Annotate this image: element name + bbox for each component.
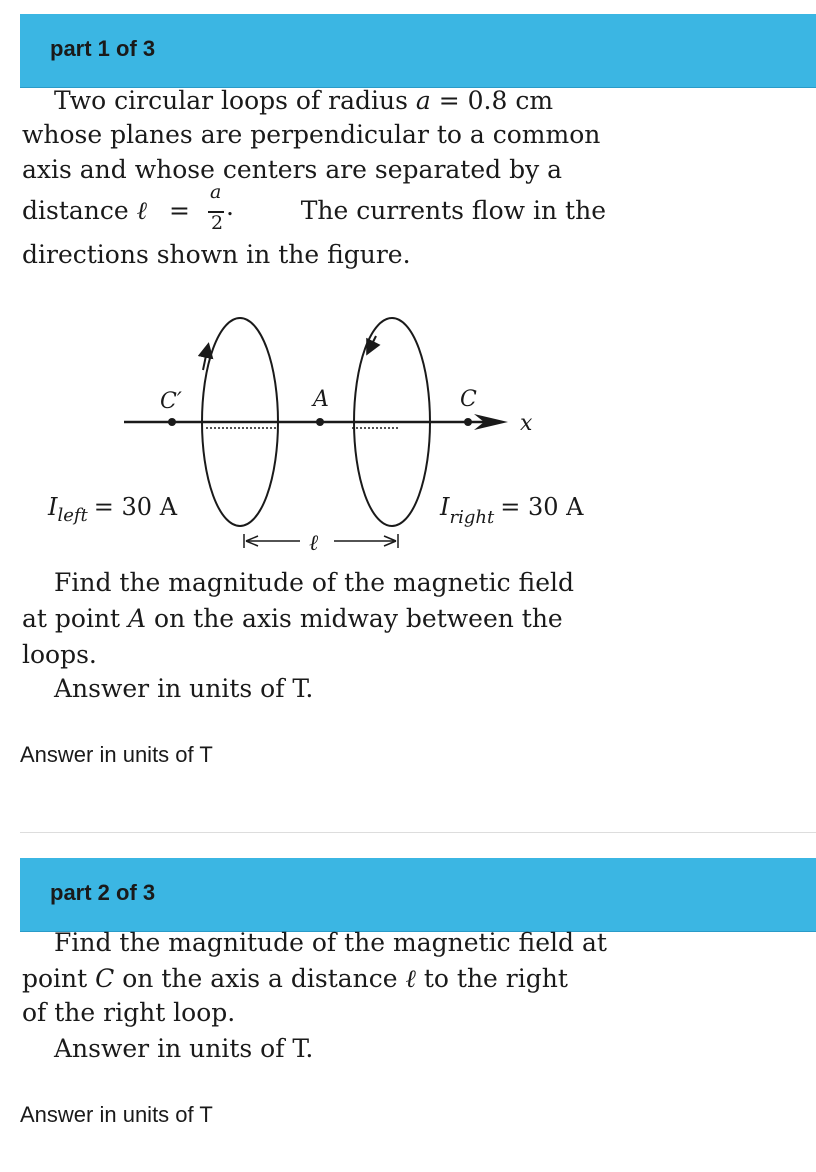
intro-currents-text: The currents flow in the bbox=[300, 196, 606, 225]
two-loops-figure bbox=[0, 300, 640, 560]
question-2-line-1: Find the magnitude of the magnetic field at bbox=[54, 928, 607, 957]
intro-line-3: axis and whose centers are separated by a bbox=[22, 155, 563, 184]
part-2-title: part 2 of 3 bbox=[50, 880, 156, 905]
question-2-line-3: of the right loop. bbox=[22, 998, 236, 1027]
intro-line-2: whose planes are perpendicular to a common bbox=[22, 120, 601, 149]
answer-2-label: Answer in units of T bbox=[20, 1102, 213, 1127]
fraction-period: . bbox=[226, 192, 234, 221]
question-1-line-2: at point A on the axis midway between the bbox=[22, 604, 563, 633]
question-2-units: Answer in units of T. bbox=[54, 1034, 314, 1063]
point-c-prime bbox=[168, 418, 176, 426]
label-ell: ℓ bbox=[309, 531, 319, 556]
label-i-left: $I_{left} = 30$ A bbox=[48, 493, 178, 526]
part-divider bbox=[20, 832, 816, 833]
point-c bbox=[464, 418, 472, 426]
part-1-title: part 1 of 3 bbox=[50, 36, 156, 61]
question-2-line-2: point C on the axis a distance ℓ to the right bbox=[22, 964, 568, 993]
label-c-prime: C′ bbox=[160, 389, 182, 414]
label-a: A bbox=[313, 387, 329, 412]
label-c: C bbox=[460, 387, 477, 412]
answer-1-label: Answer in units of T bbox=[20, 742, 213, 767]
intro-line-4: distance ℓ = bbox=[22, 196, 190, 225]
question-1-line-3: loops. bbox=[22, 640, 97, 669]
label-x: x bbox=[520, 411, 533, 436]
intro-line-5: directions shown in the figure. bbox=[22, 240, 411, 269]
part-1-header[interactable] bbox=[20, 14, 816, 88]
fraction-numerator: a bbox=[210, 181, 222, 203]
question-1-units: Answer in units of T. bbox=[54, 674, 314, 703]
fraction-denominator: 2 bbox=[211, 212, 224, 234]
intro-line-1: Two circular loops of radius a = 0.8 cm bbox=[54, 86, 554, 115]
label-i-right: $I_{right} = 30$ A bbox=[440, 493, 584, 528]
point-a bbox=[316, 418, 324, 426]
part-2-header[interactable] bbox=[20, 858, 816, 932]
question-1-line-1: Find the magnitude of the magnetic field bbox=[54, 568, 574, 597]
